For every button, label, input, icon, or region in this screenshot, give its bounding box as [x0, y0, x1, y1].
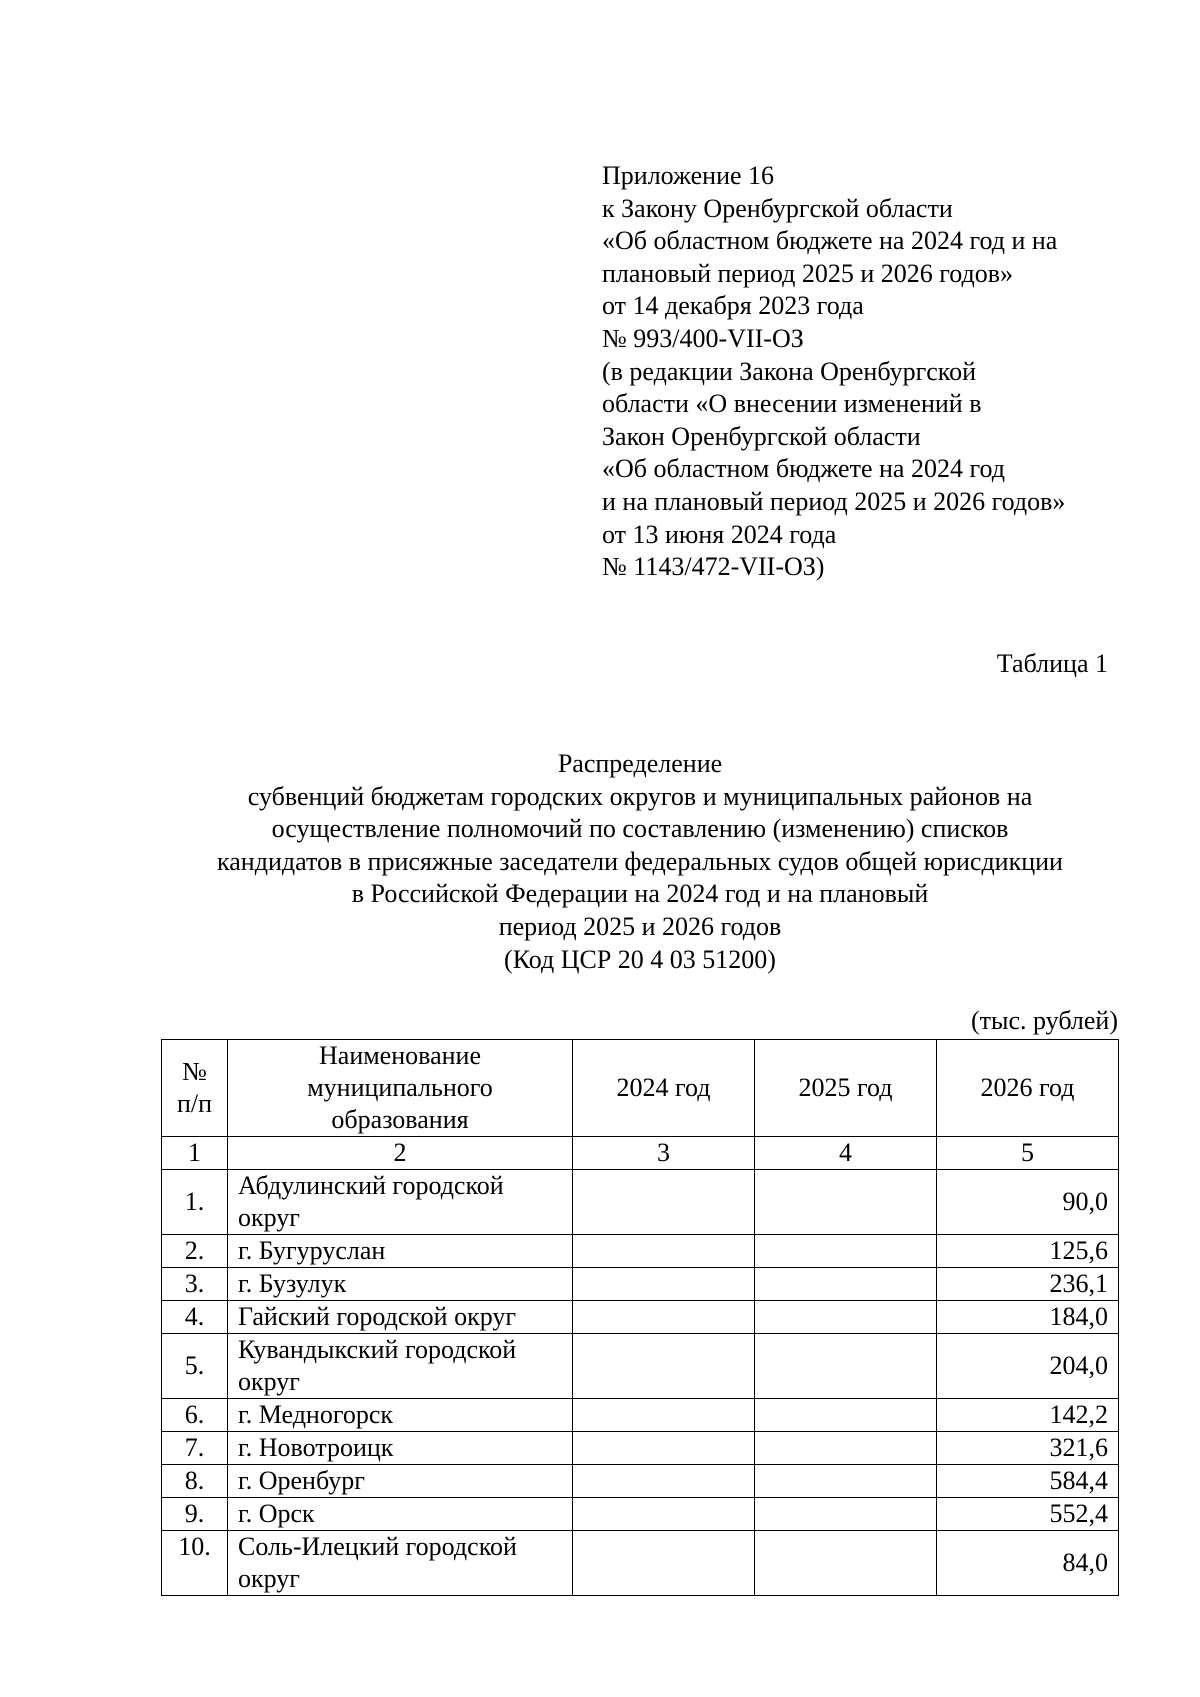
row-number: 8.: [162, 1465, 228, 1498]
column-number: 1: [162, 1137, 228, 1170]
appendix-line: от 14 декабря 2023 года: [602, 291, 864, 321]
value-2024: [573, 1465, 755, 1498]
value-2024: [573, 1235, 755, 1268]
header-2026: 2026 год: [937, 1040, 1119, 1137]
value-2026: 321,6: [937, 1432, 1119, 1465]
appendix-line: и на плановый период 2025 и 2026 годов»: [602, 486, 1066, 516]
row-number: 4.: [162, 1301, 228, 1334]
value-2025: [755, 1432, 937, 1465]
table-row: [162, 1334, 1119, 1399]
value-2026: 184,0: [937, 1301, 1119, 1334]
municipality-name: г. Бузулук: [228, 1268, 573, 1301]
header-2025: 2025 год: [755, 1040, 937, 1137]
appendix-block: [602, 160, 1162, 584]
value-2026: 125,6: [937, 1235, 1119, 1268]
value-2025: [755, 1235, 937, 1268]
row-number: 3.: [162, 1268, 228, 1301]
value-2024: [573, 1334, 755, 1399]
row-number: 10.: [162, 1531, 228, 1596]
row-number: 1.: [162, 1170, 228, 1235]
distribution-table: [161, 1039, 1119, 1596]
value-2024: [573, 1498, 755, 1531]
value-2025: [755, 1334, 937, 1399]
appendix-line: № 993/400-VII-ОЗ: [602, 323, 804, 353]
table-label: Таблица 1: [996, 649, 1108, 678]
value-2026: 552,4: [937, 1498, 1119, 1531]
table-row: [162, 1432, 1119, 1465]
table-row: [162, 1268, 1119, 1301]
municipality-name-line: Кувандыкский городской: [238, 1335, 517, 1364]
value-2024: [573, 1399, 755, 1432]
heading-line: осуществление полномочий по составлению (изменению) списков: [271, 814, 1009, 844]
appendix-line: Закон Оренбургской области: [602, 421, 921, 451]
municipality-name: Гайский городской округ: [228, 1301, 573, 1334]
table-header-row: [162, 1040, 1119, 1137]
row-number: 7.: [162, 1432, 228, 1465]
column-number: 2: [228, 1137, 573, 1170]
heading-line: кандидатов в присяжные заседатели федеральных судов общей юрисдикции: [217, 846, 1063, 876]
value-2025: [755, 1170, 937, 1235]
header-name: [228, 1040, 573, 1137]
value-2026: 90,0: [937, 1170, 1119, 1235]
units-label: (тыс. рублей): [970, 1006, 1118, 1035]
municipality-name: г. Оренбург: [228, 1465, 573, 1498]
column-number: 3: [573, 1137, 755, 1170]
value-2026: 142,2: [937, 1399, 1119, 1432]
value-2026: 204,0: [937, 1334, 1119, 1399]
header-name-line: Наименование: [319, 1041, 481, 1070]
table-row: [162, 1531, 1119, 1596]
municipality-name: г. Бугуруслан: [228, 1235, 573, 1268]
value-2025: [755, 1498, 937, 1531]
column-number: 5: [937, 1137, 1119, 1170]
appendix-line: «Об областном бюджете на 2024 год: [602, 454, 1005, 484]
value-2024: [573, 1268, 755, 1301]
municipality-name: г. Медногорск: [228, 1399, 573, 1432]
table-row: [162, 1170, 1119, 1235]
column-number: 4: [755, 1137, 937, 1170]
value-2025: [755, 1531, 937, 1596]
heading-line: в Российской Федерации на 2024 год и на плановый: [351, 879, 929, 909]
value-2025: [755, 1301, 937, 1334]
municipality-name: [228, 1170, 573, 1235]
table-row: [162, 1498, 1119, 1531]
header-num-line: п/п: [176, 1089, 213, 1118]
table-row: [162, 1235, 1119, 1268]
heading-line: Распределение: [557, 749, 723, 778]
row-number: 6.: [162, 1399, 228, 1432]
appendix-line: № 1143/472-VII-ОЗ): [602, 552, 825, 582]
heading-line: период 2025 и 2026 годов: [498, 911, 782, 941]
appendix-line: плановый период 2025 и 2026 годов»: [602, 258, 1014, 288]
value-2025: [755, 1465, 937, 1498]
value-2025: [755, 1399, 937, 1432]
table-row: [162, 1301, 1119, 1334]
heading-line: (Код ЦСР 20 4 03 51200): [504, 944, 776, 974]
municipality-name-line: Абдулинский городской: [238, 1171, 504, 1200]
municipality-name: [228, 1531, 573, 1596]
municipality-name: г. Орск: [228, 1498, 573, 1531]
value-2024: [573, 1170, 755, 1235]
value-2026: 84,0: [937, 1531, 1119, 1596]
value-2024: [573, 1432, 755, 1465]
municipality-name-line: Соль-Илецкий городской: [238, 1532, 517, 1561]
value-2026: 584,4: [937, 1465, 1119, 1498]
row-number: 2.: [162, 1235, 228, 1268]
value-2025: [755, 1268, 937, 1301]
value-2024: [573, 1301, 755, 1334]
appendix-line: к Закону Оренбургской области: [602, 193, 953, 223]
column-numbers-row: [162, 1137, 1119, 1170]
municipality-name-line: округ: [238, 1367, 300, 1396]
municipality-name-line: округ: [238, 1564, 300, 1593]
table-row: [162, 1399, 1119, 1432]
row-number: 5.: [162, 1334, 228, 1399]
row-number: 9.: [162, 1498, 228, 1531]
municipality-name: [228, 1334, 573, 1399]
municipality-name: г. Новотроицк: [228, 1432, 573, 1465]
header-num: [162, 1040, 228, 1137]
appendix-line: от 13 июня 2024 года: [602, 519, 837, 549]
document-heading: [140, 748, 1140, 976]
header-name-line: муниципального: [307, 1073, 493, 1102]
value-2026: 236,1: [937, 1268, 1119, 1301]
header-2024: 2024 год: [573, 1040, 755, 1137]
appendix-line: области «О внесении изменений в: [602, 389, 982, 419]
table-row: [162, 1465, 1119, 1498]
header-name-line: образования: [331, 1105, 469, 1134]
appendix-line: «Об областном бюджете на 2024 год и на: [602, 226, 1058, 256]
header-num-line: №: [182, 1057, 207, 1086]
value-2024: [573, 1531, 755, 1596]
municipality-name-line: округ: [238, 1203, 300, 1232]
appendix-line: Приложение 16: [602, 161, 775, 190]
appendix-line: (в редакции Закона Оренбургской: [602, 356, 977, 386]
heading-line: субвенций бюджетам городских округов и муниципальных районов на: [247, 781, 1033, 811]
